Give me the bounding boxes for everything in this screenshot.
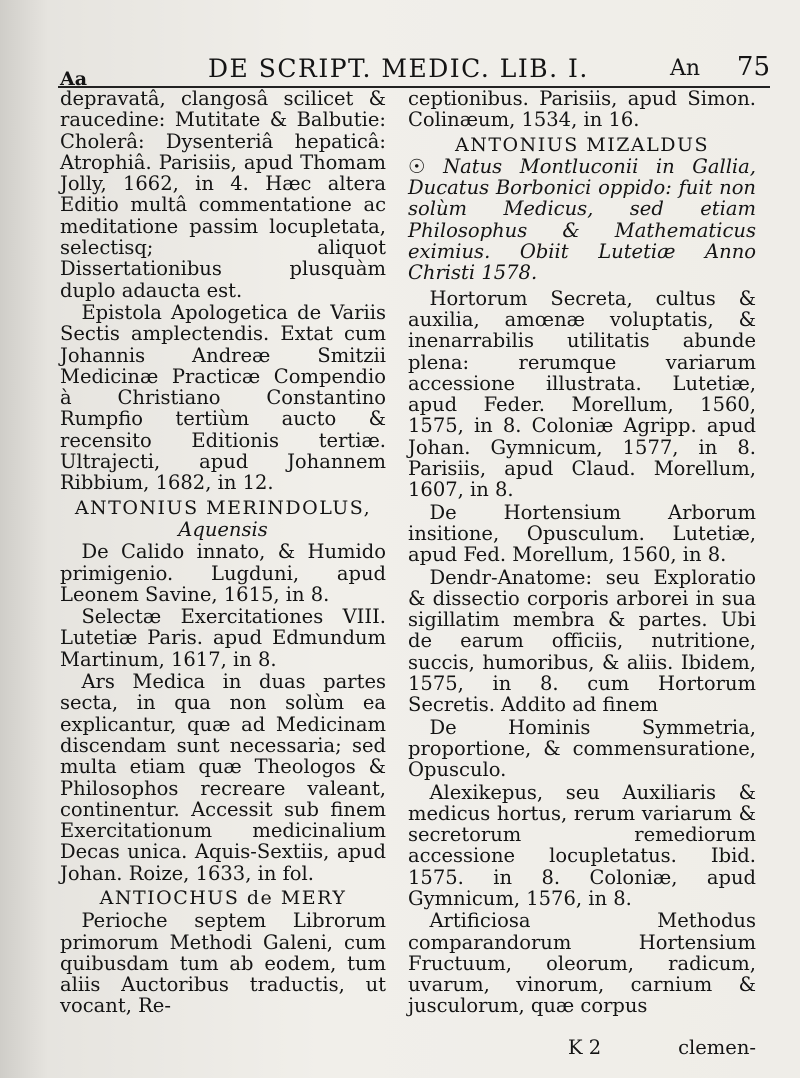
- header-left-marker: Aa: [60, 68, 88, 90]
- entry-paragraph: De Hominis Symmetria, proportione, & commensuratione, Opusculo.: [408, 715, 756, 782]
- sun-symbol-icon: ☉: [408, 154, 426, 178]
- entry-paragraph: Perioche septem Librorum primorum Methodi Galeni, cum quibusdam tum ab eodem, tum aliis Auctoribus traductis, ut vocant, Re-: [60, 909, 386, 1018]
- running-title: DE SCRIPT. MEDIC. LIB. I.: [208, 54, 589, 83]
- right-column: [408, 88, 756, 1017]
- entry-paragraph: Hortorum Secreta, cultus & auxilia, amœnæ voluptatis, & inenarrabilis utilitatis abunde plena: rerumque variarum accessione illustrata. Lutetiæ, apud Feder. Morellum, 1560, 1575, in 8. Coloniæ Agripp. apud Johan. Gymnicum, 1577, in 8. Parisiis, apud Claud. Morellum, 1607, in 8.: [408, 286, 756, 502]
- left-column: [60, 88, 386, 1017]
- entry-paragraph: De Hortensium Arborum insitione, Opusculum. Lutetiæ, apud Fed. Morellum, 1560, in 8.: [408, 500, 756, 567]
- author-heading: ANTONIUS MERINDOLUS,: [74, 496, 372, 519]
- entry-paragraph: Ars Medica in duas partes secta, in qua non solùm ea explicantur, quæ ad Medicinam discendam sunt necessaria; sed multa etiam quæ Theologos & Philosophos recreare valeant, continentur. Accessit sub finem Exercitationum medicinalium Decas unica. Aquis-Sextiis, apud Johan. Roize, 1633, in fol.: [60, 670, 386, 885]
- biography-text: Natus Montluconii in Gallia, Ducatus Borbonici oppido: fuit non solùm Medicus, sed etiam Philosophus & Mathematicus eximius. Obiit Lutetiæ Anno Christi 1578.: [408, 154, 756, 285]
- entry-paragraph: Epistola Apologetica de Variis Sectis amplectendis. Extat cum Johannis Andreæ Smitzii Medicinæ Practicæ Compendio à Christiano Constantino Rumpfio tertiùm aucto & recensito Editionis tertiæ. Ultrajecti, apud Johannem Ribbium, 1682, in 12.: [60, 300, 386, 495]
- continuation-text: ceptionibus. Parisiis, apud Simon. Colinæum, 1534, in 16.: [408, 87, 756, 132]
- running-header: [58, 52, 770, 88]
- catchword: clemen-: [678, 1036, 756, 1059]
- entry-paragraph: Alexikepus, seu Auxiliaris & medicus hortus, rerum variarum & secretorum remediorum accessione locupletatus. Ibid. 1575. in 8. Coloniæ, apud Gymnicum, 1576, in 8.: [408, 780, 756, 910]
- entry-paragraph: Dendr-Anatome: seu Exploratio & dissectio corporis arborei in sua sigillatim membra & partes. Ubi de earum officiis, nutritione, succis, humoribus, & aliis. Ibidem, 1575, in 8. cum Hortorum Secretis. Addito ad finem: [408, 565, 756, 717]
- author-heading: ANTONIUS MIZALDUS: [454, 133, 710, 156]
- continuation-text: depravatâ, clangosâ scilicet & raucedine: Mutitate & Balbutie: Cholerâ: Dysenteriâ hepaticâ: Atrophiâ. Parisiis, apud Thomam Jolly, 1662, in 4. Hæc altera Editio multâ commentatione ac meditatione passim locupletata, selectisq; aliquot Dissertationibus plusquàm duplo adaucta est.: [60, 87, 386, 302]
- entry-paragraph: Artificiosa Methodus comparandorum Hortensium Fructuum, oleorum, radicum, uvarum, vinorum, carnium & jusculorum, quæ corpus: [408, 909, 756, 1018]
- signature-mark: K 2: [568, 1036, 602, 1059]
- page-number: 75: [736, 52, 770, 82]
- header-right-marker: An: [669, 56, 700, 81]
- author-heading: ANTIOCHUS de MERY: [99, 886, 347, 909]
- entry-paragraph: De Calido innato, & Humido primigenio. Lugduni, apud Leonem Savine, 1615, in 8.: [60, 540, 386, 606]
- author-subheading: Aquensis: [178, 517, 268, 541]
- entry-paragraph: Selectæ Exercitationes VIII. Lutetiæ Paris. apud Edmundum Martinum, 1617, in 8.: [60, 605, 386, 671]
- author-biography: [408, 156, 756, 284]
